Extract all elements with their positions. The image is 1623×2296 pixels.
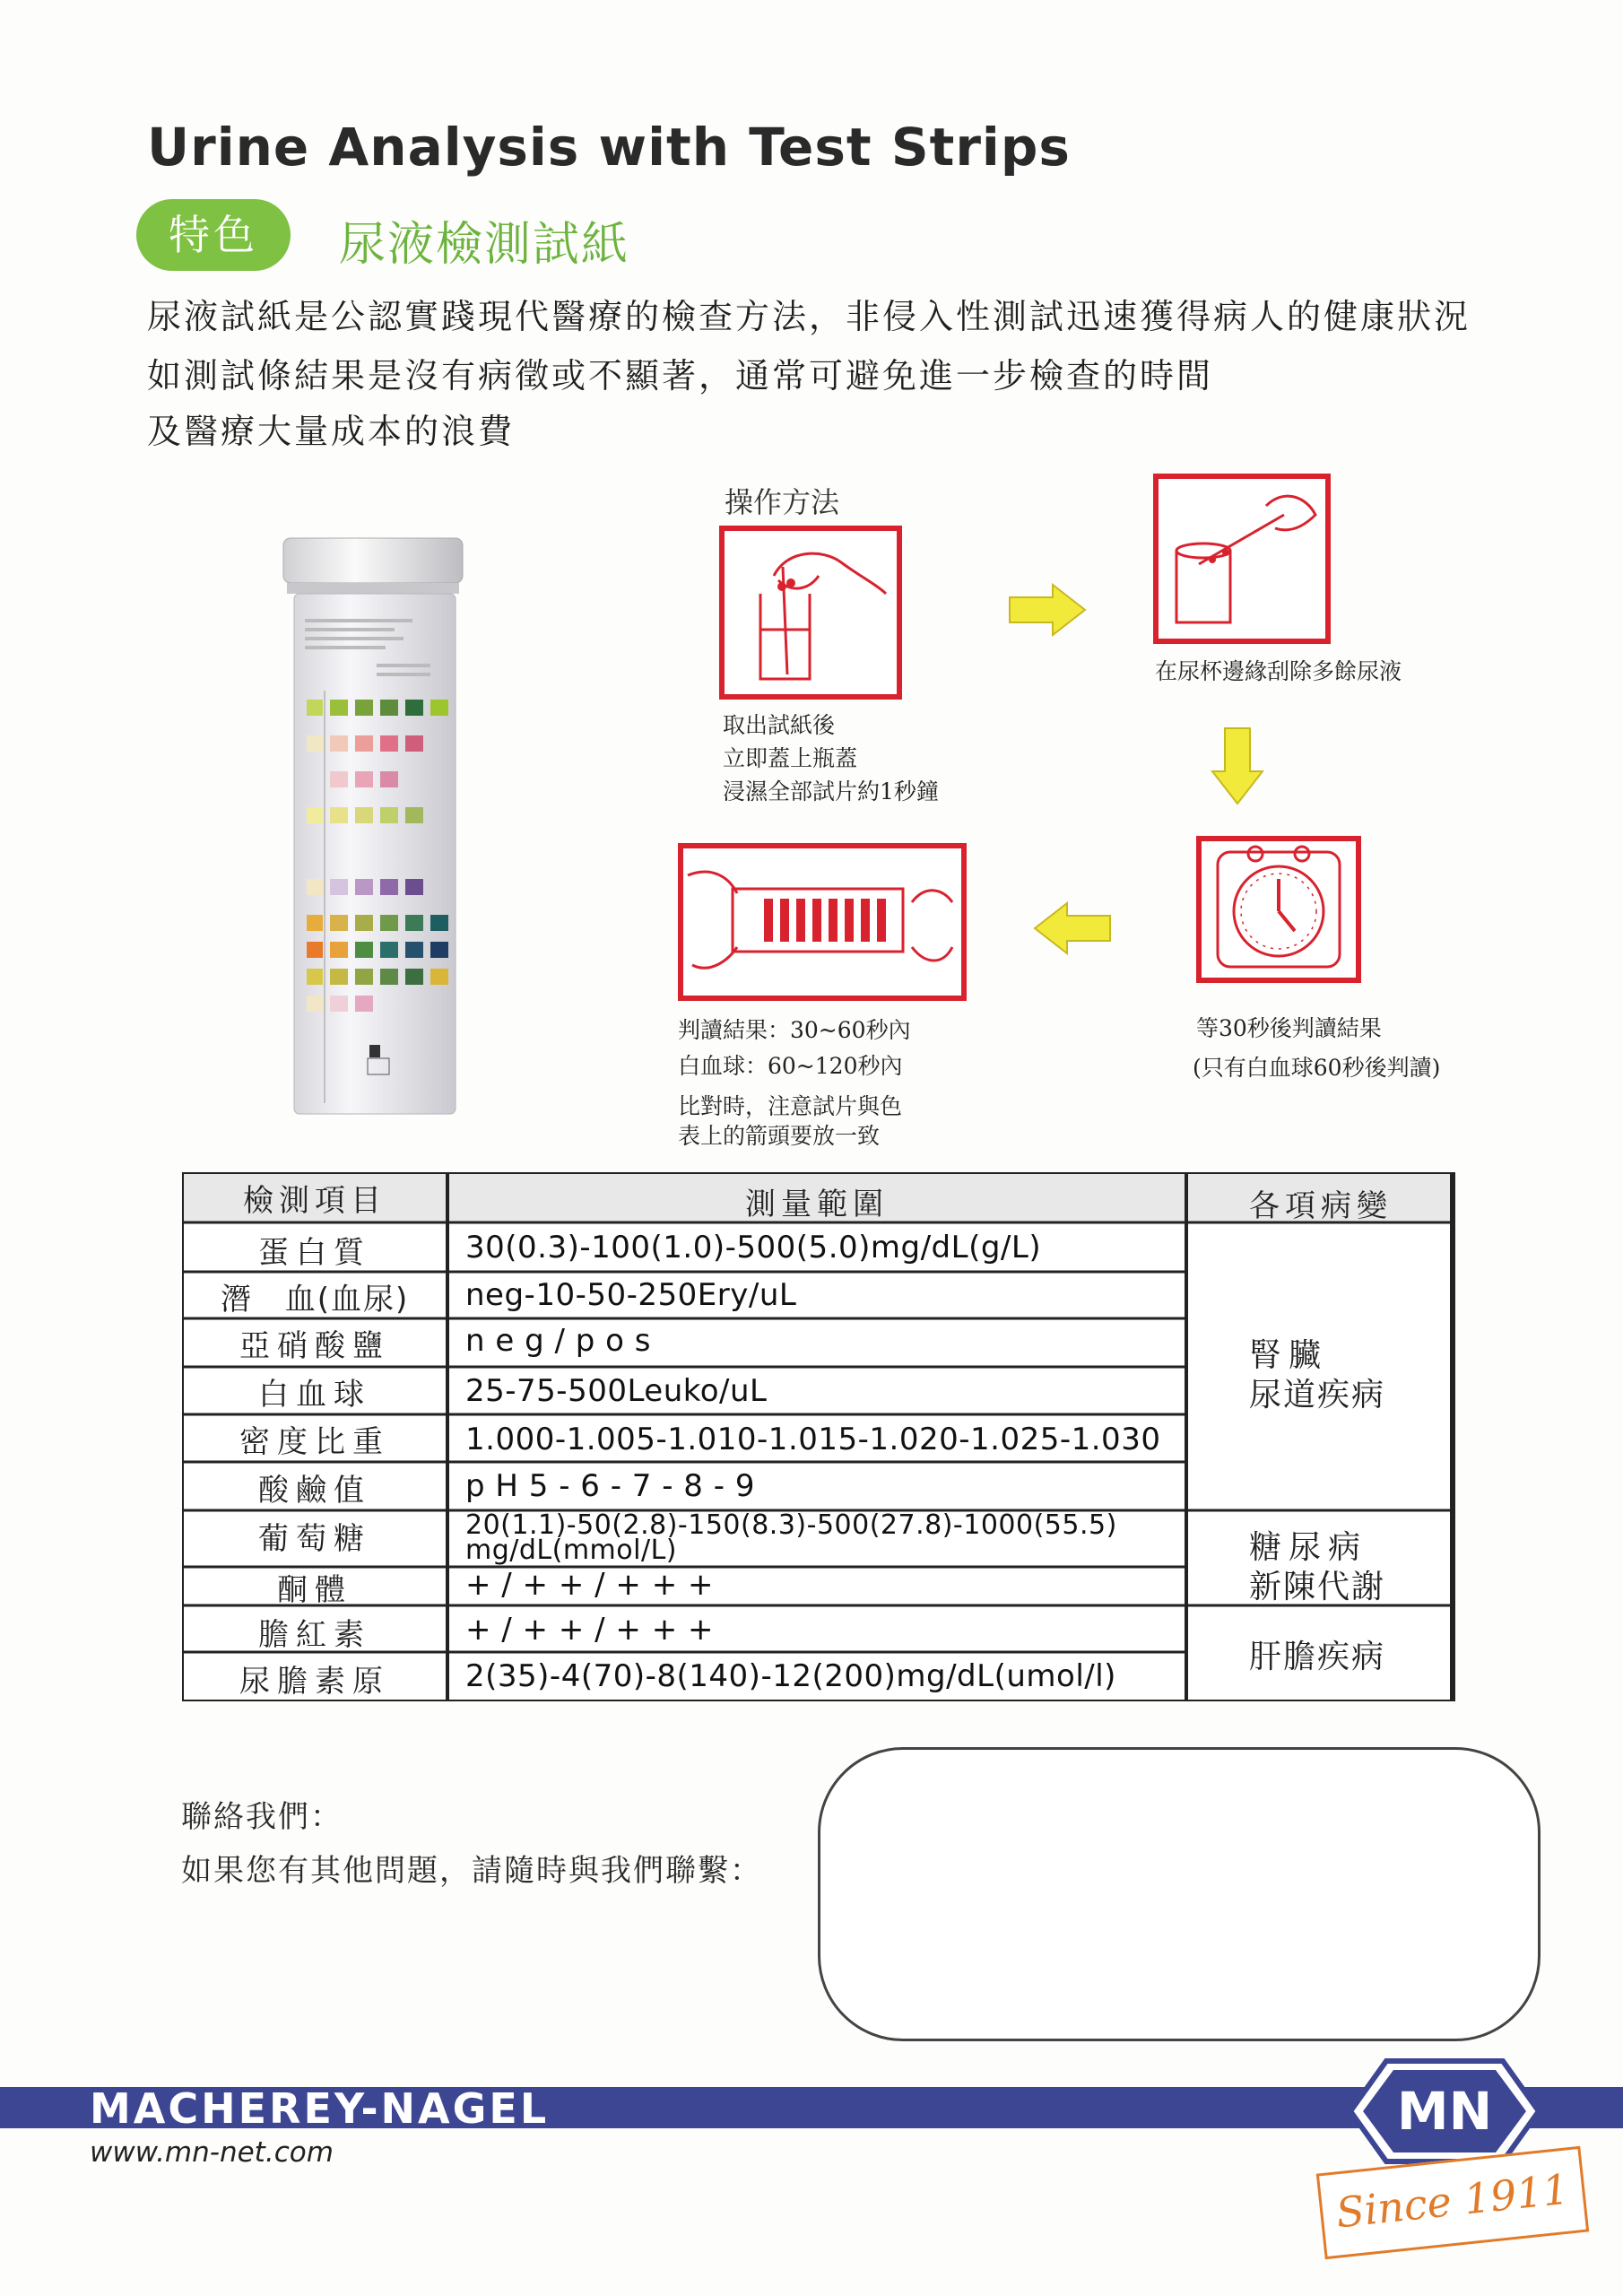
step4-note-1: 比對時，注意試片與色 [678,1093,903,1119]
page-title: Urine Analysis with Test Strips [147,117,1071,178]
row-range-bilirubin: + / + + / + + + [465,1612,714,1648]
row-range-urobilinogen: 2(35)-4(70)-8(140)-12(200)mg/dL(umol/l) [465,1658,1116,1694]
row-range-specific-gravity: 1.000-1.005-1.010-1.015-1.020-1.025-1.030 [465,1422,1161,1457]
step4-text-1: 判讀結果：30~60秒內 [678,1017,911,1043]
header-range: 測量範圍 [745,1187,889,1222]
step2-wipe-image [1153,474,1331,644]
step1-text-3: 浸濕全部試片約1秒鐘 [723,778,939,804]
disease-diabetes-2: 新陳代謝 [1249,1569,1386,1605]
row-item-ph: 酸鹼值 [258,1473,371,1509]
disease-kidney-1: 腎臟 [1249,1337,1329,1374]
step3-timer-image [1196,836,1361,983]
row-range-protein: 30(0.3)-100(1.0)-500(5.0)mg/dL(g/L) [465,1230,1042,1265]
row-item-bilirubin: 膽紅素 [258,1617,371,1653]
disease-diabetes-1: 糖尿病 [1249,1529,1368,1566]
row-item-ketones: 酮體 [277,1572,352,1608]
row-item-glucose: 葡萄糖 [258,1521,371,1557]
brand-url: www.mn-net.com [90,2136,334,2169]
page-subtitle: 尿液檢測試紙 [339,218,630,272]
arrow-down-icon [1211,726,1264,811]
step1-text-2: 立即蓋上瓶蓋 [723,745,858,771]
row-item-specific-gravity: 密度比重 [239,1424,390,1460]
step3-text-2: (只有白血球60秒後判讀) [1193,1055,1441,1081]
intro-line-1: 尿液試紙是公認實踐現代醫療的檢查方法，非侵入性測試迅速獲得病人的健康狀況 [147,297,1471,336]
row-range-ph: p H 5 - 6 - 7 - 8 - 9 [465,1468,755,1504]
step3-text-1: 等30秒後判讀結果 [1196,1015,1382,1041]
arrow-right-icon [1008,583,1089,640]
row-range-glucose: 20(1.1)-50(2.8)-150(8.3)-500(27.8)-1000(55.5) [465,1509,1117,1541]
arrow-left-icon [1031,901,1112,959]
howto-label: 操作方法 [725,485,840,519]
row-range-ketones: + / + + / + + + [465,1567,714,1603]
row-item-leukocytes: 白血球 [258,1377,371,1413]
header-disease: 各項病變 [1249,1188,1393,1224]
test-strip-tube-image [269,520,484,1121]
step1-dip-image [719,526,902,700]
step1-text-1: 取出試紙後 [723,712,836,738]
header-item: 檢測項目 [243,1183,386,1219]
test-parameters-table [182,1172,1455,1701]
row-range-glucose-unit: mg/dL(mmol/L) [465,1535,677,1566]
disease-liver: 肝膽疾病 [1249,1639,1386,1675]
brand-name: MACHEREY-NAGEL [90,2084,550,2133]
step4-text-2: 白血球：60~120秒內 [678,1053,903,1079]
row-item-blood: 潛 血(血尿) [220,1282,410,1318]
row-range-leukocytes: 25-75-500Leuko/uL [465,1373,768,1409]
row-range-nitrite: n e g / p o s [465,1323,651,1359]
feature-badge: 特色 [136,199,291,271]
mn-logo-text: MN [1396,2081,1493,2142]
since-badge: Since 1911 [1316,2146,1589,2259]
row-range-blood: neg-10-50-250Ery/uL [465,1277,797,1313]
contact-info-box [818,1747,1541,2041]
step2-text: 在尿杯邊緣刮除多餘尿液 [1155,658,1402,684]
intro-line-3: 及醫療大量成本的浪費 [147,412,516,451]
row-item-urobilinogen: 尿膽素原 [239,1664,390,1700]
contact-title: 聯絡我們： [181,1799,343,1835]
intro-line-2: 如測試條結果是沒有病徵或不顯著，通常可避免進一步檢查的時間 [147,356,1214,396]
step4-note-2: 表上的箭頭要放一致 [678,1123,881,1149]
disease-kidney-2: 尿道疾病 [1249,1377,1386,1413]
contact-text: 如果您有其他問題，請隨時與我們聯繫： [181,1853,762,1889]
mn-logo-icon [1347,2057,1542,2169]
row-item-protein: 蛋白質 [258,1235,371,1271]
step4-compare-image [678,843,967,1001]
row-item-nitrite: 亞硝酸鹽 [239,1328,390,1364]
